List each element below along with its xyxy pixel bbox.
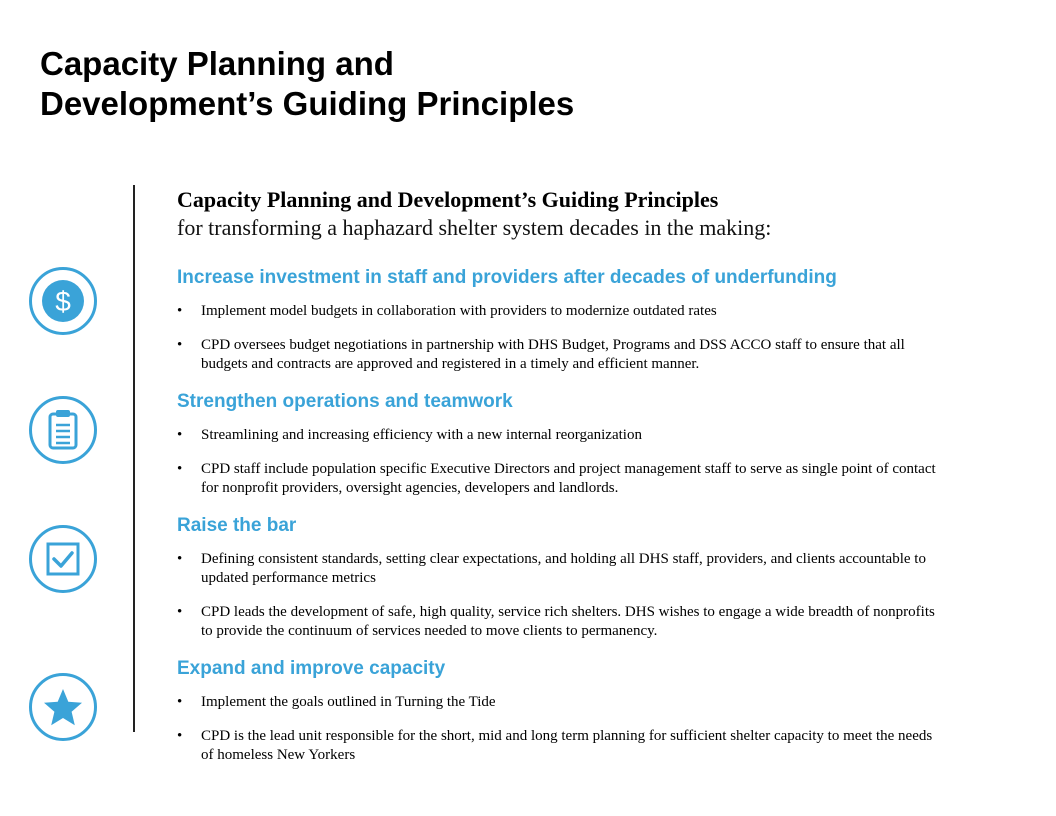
bullet-item: • CPD oversees budget negotiations in partnership with DHS Budget, Programs and DSS ACCO staff to ensure that all budgets and contracts are approved and registered in a timely and efficient manner.: [177, 336, 937, 374]
bullet-item: • CPD is the lead unit responsible for the short, mid and long term planning for sufficient shelter capacity to meet the needs of homeless New Yorkers: [177, 727, 937, 765]
checkbox-icon-circle: [29, 525, 97, 593]
principles-content: [177, 186, 937, 765]
bullet-list: [177, 426, 937, 498]
star-icon: [32, 676, 94, 738]
bullet-list: [177, 302, 937, 374]
bullet-item: • Defining consistent standards, setting clear expectations, and holding all DHS staff, providers, and clients accountable to updated performance metrics: [177, 550, 937, 588]
star-icon-circle: [29, 673, 97, 741]
clipboard-icon-circle: [29, 396, 97, 464]
section-operations: [177, 390, 937, 498]
section-investment: [177, 266, 937, 374]
bullet-item: • Implement the goals outlined in Turning the Tide: [177, 693, 937, 712]
section-heading: Strengthen operations and teamwork: [177, 391, 513, 412]
bullet-item: • Implement model budgets in collaboration with providers to modernize outdated rates: [177, 302, 937, 321]
bullet-list: [177, 550, 937, 641]
section-heading: Raise the bar: [177, 515, 297, 536]
bullet-item: • Streamlining and increasing efficiency with a new internal reorganization: [177, 426, 937, 445]
bullet-list: [177, 693, 937, 765]
section-heading: Expand and improve capacity: [177, 658, 446, 679]
clipboard-icon: [32, 399, 94, 461]
section-raise-bar: [177, 514, 937, 641]
page-title-line-1: Capacity Planning and: [40, 45, 394, 82]
bullet-item: • CPD leads the development of safe, high quality, service rich shelters. DHS wishes to engage a wide breadth of nonprofits to provide the continuum of services needed to move clients to permanency.: [177, 603, 937, 641]
dollar-icon: [32, 270, 94, 332]
vertical-divider: [133, 185, 135, 732]
checkbox-icon: [32, 528, 94, 590]
svg-text:$: $: [55, 286, 71, 317]
principles-heading: Capacity Planning and Development’s Guiding Principles: [177, 187, 719, 212]
principles-subheading: for transforming a haphazard shelter system decades in the making:: [177, 215, 772, 240]
section-heading: Increase investment in staff and providers after decades of underfunding: [177, 267, 837, 288]
page-title-line-2: Development’s Guiding Principles: [40, 85, 575, 122]
page-title: [40, 44, 574, 124]
bullet-item: • CPD staff include population specific Executive Directors and project management staff to serve as single point of contact for nonprofit providers, oversight agencies, developers and landlords.: [177, 460, 937, 498]
section-capacity: [177, 657, 937, 765]
dollar-icon-circle: [29, 267, 97, 335]
